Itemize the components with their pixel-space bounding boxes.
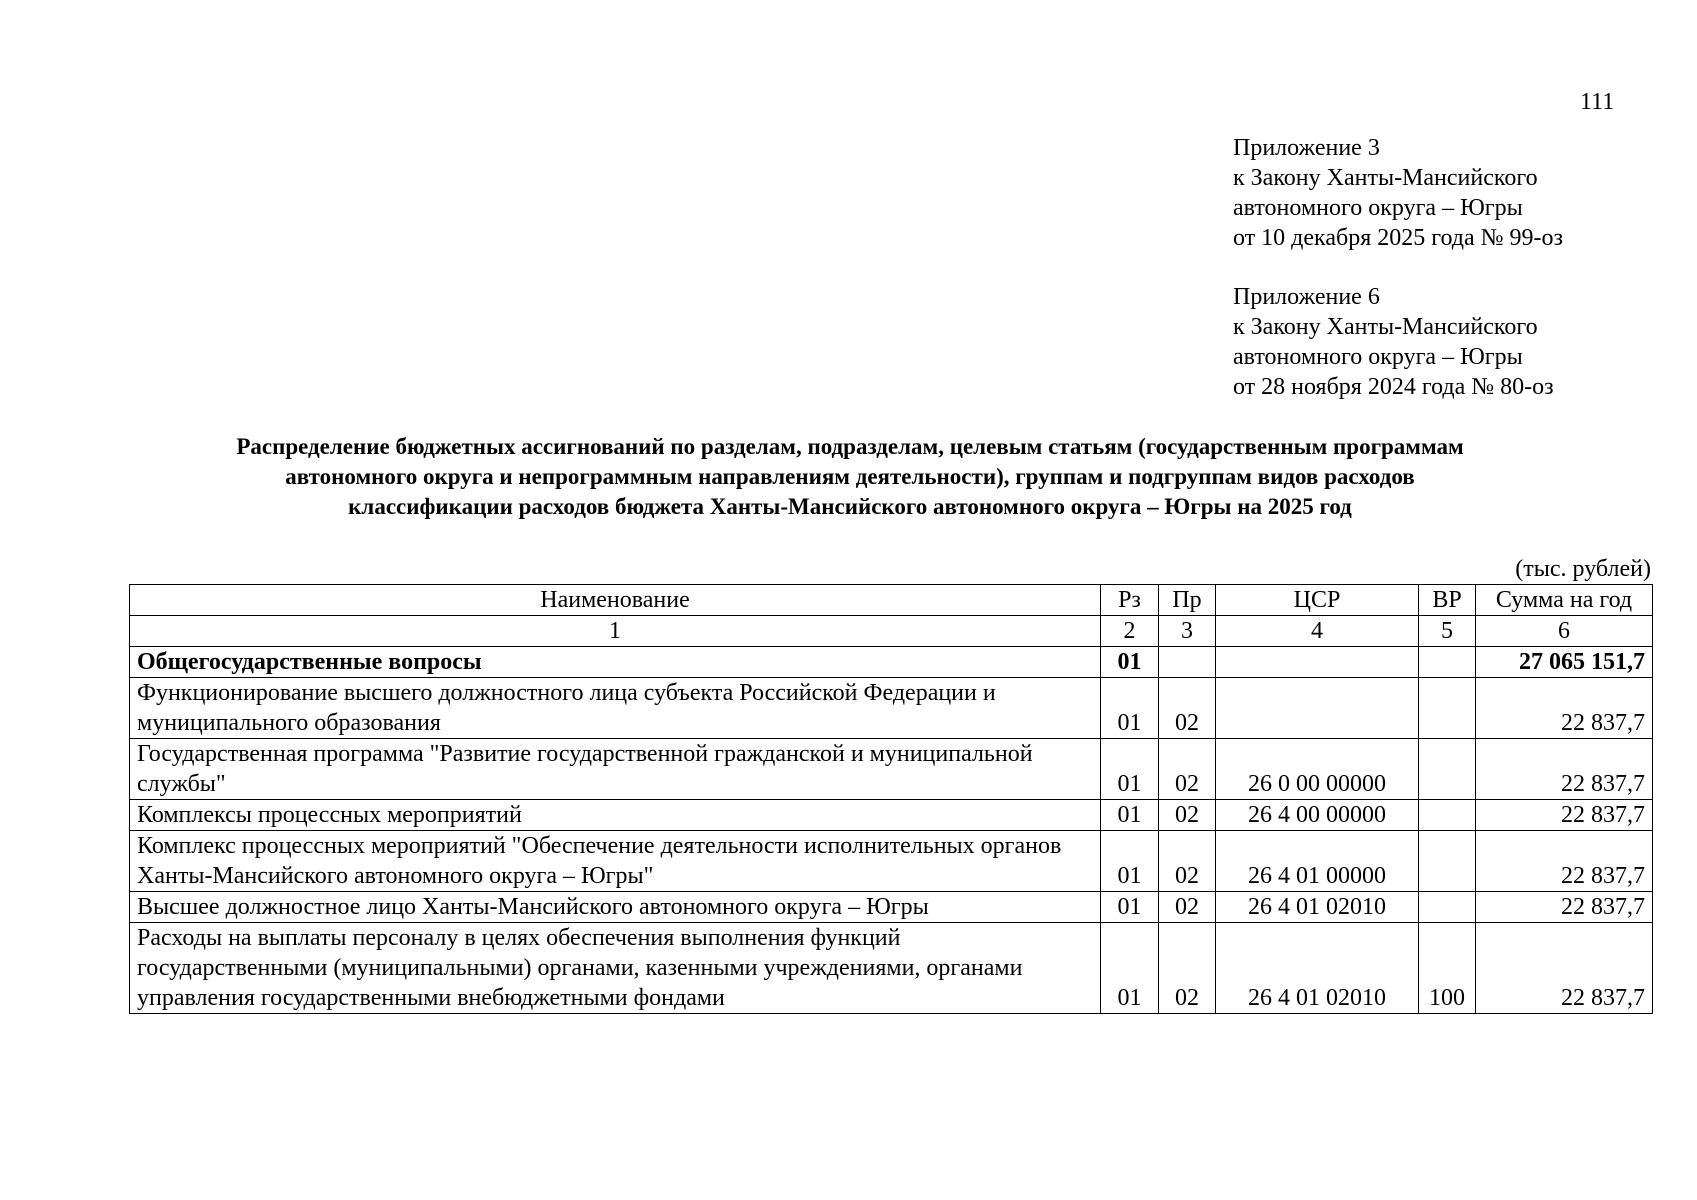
row-name: Комплексы процессных мероприятий: [130, 800, 1101, 831]
row-vr: [1419, 647, 1476, 678]
document-title-line-2: автономного округа и непрограммным направлениям деятельности), группам и подгруппам видов расходов: [285, 464, 1415, 489]
row-rz: 01: [1101, 800, 1159, 831]
row-csr: 26 4 01 02010: [1216, 892, 1419, 923]
row-name: Общегосударственные вопросы: [130, 647, 1101, 678]
column-number-row: [130, 616, 1653, 647]
row-sum: 22 837,7: [1476, 678, 1653, 739]
row-sum: 27 065 151,7: [1476, 647, 1653, 678]
header-rz: Рз: [1101, 585, 1159, 616]
appendix-original-line-3: автономного округа – Югры: [1233, 344, 1523, 370]
table-row: [130, 739, 1653, 800]
row-vr: [1419, 678, 1476, 739]
row-sum: 22 837,7: [1476, 800, 1653, 831]
row-pr: 02: [1159, 678, 1216, 739]
document-title-line-3: классификации расходов бюджета Ханты-Мансийского автономного округа – Югры на 2025 год: [348, 494, 1352, 519]
row-rz: 01: [1101, 739, 1159, 800]
row-sum: 22 837,7: [1476, 923, 1653, 1014]
table-header-row: [130, 585, 1653, 616]
row-name: Функционирование высшего должностного лица субъекта Российской Федерации и муниципального образования: [130, 678, 1101, 739]
table-row: [130, 800, 1653, 831]
appendix-current-line-3: автономного округа – Югры: [1233, 195, 1523, 221]
row-name: Расходы на выплаты персоналу в целях обеспечения выполнения функций государственными (муниципальными) органами, казенными учреждениями, органами управления государственными внебюджетными фондами: [130, 923, 1101, 1014]
row-vr: [1419, 800, 1476, 831]
row-rz: 01: [1101, 892, 1159, 923]
row-vr: 100: [1419, 923, 1476, 1014]
document-title: [100, 432, 1600, 522]
header-vr: ВР: [1419, 585, 1476, 616]
column-number-1: 1: [130, 616, 1101, 647]
row-rz: 01: [1101, 678, 1159, 739]
appendix-current-block: [1233, 133, 1673, 253]
row-vr: [1419, 739, 1476, 800]
header-name: Наименование: [130, 585, 1101, 616]
budget-table: [129, 584, 1653, 1014]
column-number-3: 3: [1159, 616, 1216, 647]
row-pr: [1159, 647, 1216, 678]
header-sum: Сумма на год: [1476, 585, 1653, 616]
row-name: Высшее должностное лицо Ханты-Мансийского автономного округа – Югры: [130, 892, 1101, 923]
table-row: [130, 831, 1653, 892]
header-csr: ЦСР: [1216, 585, 1419, 616]
row-sum: 22 837,7: [1476, 831, 1653, 892]
table-row: [130, 678, 1653, 739]
appendix-current-line-4: от 10 декабря 2025 года № 99-оз: [1233, 225, 1564, 251]
row-name: Комплекс процессных мероприятий "Обеспечение деятельности исполнительных органов Ханты-Мансийского автономного округа – Югры": [130, 831, 1101, 892]
column-number-4: 4: [1216, 616, 1419, 647]
row-csr: 26 0 00 00000: [1216, 739, 1419, 800]
row-name: Государственная программа "Развитие государственной гражданской и муниципальной службы": [130, 739, 1101, 800]
table-row: [130, 892, 1653, 923]
page-number: 111: [1580, 89, 1615, 115]
row-sum: 22 837,7: [1476, 739, 1653, 800]
row-csr: [1216, 678, 1419, 739]
row-rz: 01: [1101, 831, 1159, 892]
row-csr: 26 4 01 00000: [1216, 831, 1419, 892]
row-rz: 01: [1101, 923, 1159, 1014]
appendix-original-line-1: Приложение 6: [1233, 284, 1380, 310]
document-title-line-1: Распределение бюджетных ассигнований по разделам, подразделам, целевым статьям (государственным программам: [236, 434, 1464, 459]
table-row: [130, 647, 1653, 678]
row-pr: 02: [1159, 831, 1216, 892]
row-csr: 26 4 01 02010: [1216, 923, 1419, 1014]
row-rz: 01: [1101, 647, 1159, 678]
row-sum: 22 837,7: [1476, 892, 1653, 923]
row-vr: [1419, 831, 1476, 892]
appendix-original-line-4: от 28 ноября 2024 года № 80-оз: [1233, 374, 1554, 400]
table-row: [130, 923, 1653, 1014]
column-number-6: 6: [1476, 616, 1653, 647]
header-pr: Пр: [1159, 585, 1216, 616]
row-pr: 02: [1159, 800, 1216, 831]
appendix-original-block: [1233, 282, 1673, 402]
row-pr: 02: [1159, 923, 1216, 1014]
row-vr: [1419, 892, 1476, 923]
column-number-2: 2: [1101, 616, 1159, 647]
appendix-current-line-2: к Закону Ханты-Мансийского: [1233, 165, 1538, 191]
row-pr: 02: [1159, 892, 1216, 923]
row-csr: [1216, 647, 1419, 678]
row-pr: 02: [1159, 739, 1216, 800]
units-label: (тыс. рублей): [1515, 556, 1651, 582]
row-csr: 26 4 00 00000: [1216, 800, 1419, 831]
appendix-current-line-1: Приложение 3: [1233, 135, 1380, 161]
appendix-original-line-2: к Закону Ханты-Мансийского: [1233, 314, 1538, 340]
column-number-5: 5: [1419, 616, 1476, 647]
